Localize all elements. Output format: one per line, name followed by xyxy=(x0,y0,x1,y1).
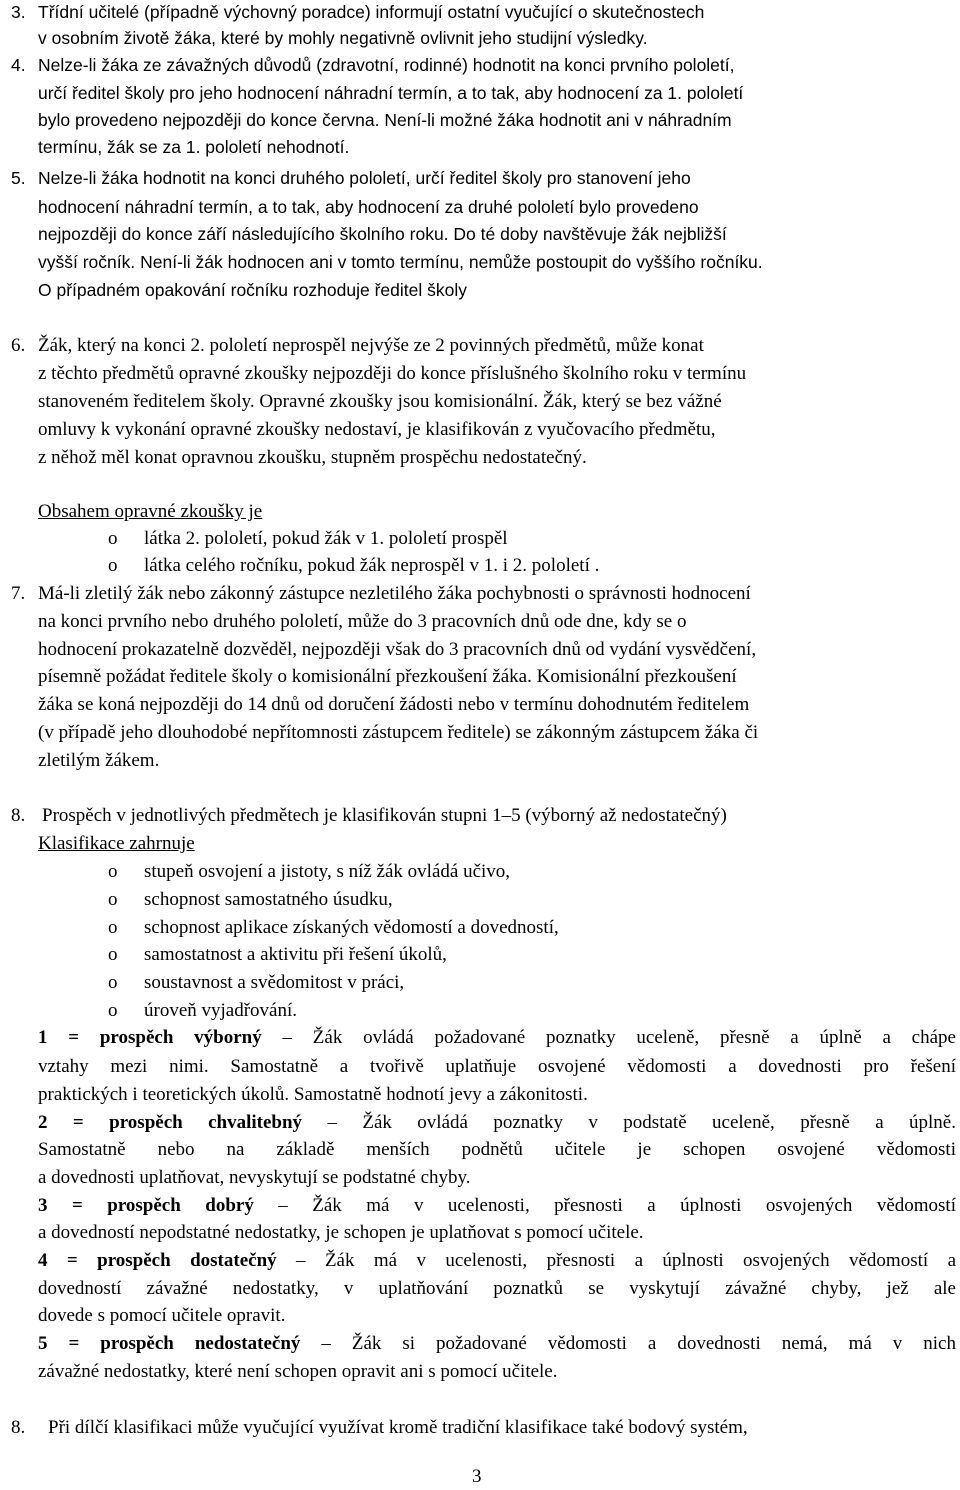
bullet-marker: o xyxy=(108,972,118,993)
text-line: Má-li zletilý žák nebo zákonný zástupce nezletilého žáka pochybnosti o správnosti hodnocení xyxy=(38,583,751,604)
text-line: termínu, žák se za 1. pololetí nehodnotí. xyxy=(38,137,350,157)
text-line: dovedností závažné nedostatky, v uplatňování poznatků se vyskytují závažné chyby, jež ale xyxy=(38,1278,956,1299)
text-line: Nelze-li žáka ze závažných důvodů (zdravotní, rodinné) hodnotit na konci prvního pololetí, xyxy=(38,55,735,75)
grade-text: – Žák má v ucelenosti, přesnosti a úplnosti osvojených vědomostí xyxy=(253,1195,956,1216)
grade-text: – Žák si požadované vědomosti a dovednosti nemá, má v nich xyxy=(300,1333,956,1354)
text-line: nejpozději do konce září následujícího školního roku. Do té doby navštěvuje žák nejbližší xyxy=(38,224,727,244)
text-line: závažné nedostatky, které není schopen opravit ani s pomocí učitele. xyxy=(38,1361,558,1382)
text-line: stanoveném ředitelem školy. Opravné zkoušky jsou komisionální. Žák, který se bez vážné xyxy=(38,391,722,412)
page-number: 3 xyxy=(472,1466,482,1487)
bullet-marker: o xyxy=(108,889,118,910)
bullet-text: schopnost samostatného úsudku, xyxy=(144,889,393,910)
text-line: (v případě jeho dlouhodobé nepřítomnosti zástupcem ředitele) se zákonným zástupcem žáka či xyxy=(38,722,759,743)
text-line: a dovedností nepodstatné nedostatky, je schopen je uplatňovat s pomocí učitele. xyxy=(38,1222,644,1243)
grade-term: 2 = prospěch chvalitebný xyxy=(38,1112,303,1133)
bullet-marker: o xyxy=(108,555,118,576)
text-line: vztahy mezi nimi. Samostatně a tvořivě uplatňuje osvojené vědomosti a dovednosti pro řešení xyxy=(38,1056,956,1077)
text-line: omluvy k vykonání opravné zkoušky nedostaví, je klasifikován z vyučovacího předmětu, xyxy=(38,419,716,440)
text-line: Při dílčí klasifikaci může vyučující využívat kromě tradiční klasifikace také bodový systém, xyxy=(48,1417,748,1438)
text-line: zletilým žákem. xyxy=(38,750,160,771)
bullet-marker: o xyxy=(108,917,118,938)
item-number: 7. xyxy=(11,583,26,604)
item-number: 4. xyxy=(11,55,26,75)
text-line: hodnocení prokazatelně dozvěděl, nejpozději však do 3 pracovních dnů od vydání vysvědčení, xyxy=(38,639,757,660)
bullet-marker: o xyxy=(108,944,118,965)
bullet-text: stupeň osvojení a jistoty, s níž žák ovládá učivo, xyxy=(144,861,511,882)
grade-text: – Žák má v ucelenosti, přesnosti a úplnosti osvojených vědomostí a xyxy=(276,1250,956,1271)
bullet-text: schopnost aplikace získaných vědomostí a dovedností, xyxy=(144,917,559,938)
grade-text: – Žák ovládá poznatky v podstatě uceleně, přesně a úplně. xyxy=(302,1112,956,1133)
grade-2-first-line xyxy=(38,1113,956,1132)
grade-3-first-line xyxy=(38,1196,956,1215)
item-number: 8. xyxy=(11,805,26,826)
text-line: Nelze-li žáka hodnotit na konci druhého pololetí, určí ředitel školy pro stanovení jeho xyxy=(38,168,691,188)
text-line: dovede s pomocí učitele opravit. xyxy=(38,1305,286,1326)
bullet-text: úroveň vyjadřování. xyxy=(144,1000,298,1021)
text-line: bylo provedeno nejpozději do konce června. Není-li možné žáka hodnotit ani v náhradním xyxy=(38,110,732,130)
item-number: 6. xyxy=(11,335,26,356)
grade-term: 4 = prospěch dostatečný xyxy=(38,1250,277,1271)
grade-term: 3 = prospěch dobrý xyxy=(38,1195,254,1216)
text-line: Žák, který na konci 2. pololetí neprospěl nejvýše ze 2 povinných předmětů, může konat xyxy=(38,335,704,356)
text-line: Prospěch v jednotlivých předmětech je klasifikován stupni 1–5 (výborný až nedostatečný) xyxy=(42,805,727,826)
text-line: vyšší ročník. Není-li žák hodnocen ani v tomto termínu, nemůže postoupit do vyššího ročníku. xyxy=(38,252,763,272)
content-heading: Obsahem opravné zkoušky je xyxy=(38,501,263,522)
text-line: Třídní učitelé (případně výchovný poradce) informují ostatní vyučující o skutečnostech xyxy=(38,2,705,22)
bullet-text: látka celého ročníku, pokud žák neprospěl v 1. i 2. pololetí . xyxy=(144,555,600,576)
text-line: O případném opakování ročníku rozhoduje ředitel školy xyxy=(38,280,467,300)
classification-heading: Klasifikace zahrnuje xyxy=(38,833,195,854)
text-line: na konci prvního nebo druhého pololetí, může do 3 pracovních dnů ode dne, kdy se o xyxy=(38,611,687,632)
grade-4-first-line xyxy=(38,1251,956,1270)
bullet-text: samostatnost a aktivitu při řešení úkolů, xyxy=(144,944,447,965)
text-line: hodnocení náhradní termín, a to tak, aby hodnocení za druhé pololetí bylo provedeno xyxy=(38,197,699,217)
bullet-marker: o xyxy=(108,528,118,549)
bullet-marker: o xyxy=(108,861,118,882)
text-line: z těchto předmětů opravné zkoušky nejpozději do konce příslušného školního roku v termínu xyxy=(38,363,747,384)
text-line: z něhož měl konat opravnou zkoušku, stupněm prospěchu nedostatečný. xyxy=(38,447,587,468)
text-line: praktických i teoretických úkolů. Samostatně hodnotí jevy a zákonitosti. xyxy=(38,1084,588,1105)
grade-text: – Žák ovládá požadované poznatky uceleně, přesně a úplně a chápe xyxy=(261,1027,956,1048)
item-number: 8. xyxy=(11,1417,26,1438)
bullet-text: látka 2. pololetí, pokud žák v 1. pololetí prospěl xyxy=(144,528,508,549)
text-line: písemně požádat ředitele školy o komisionální přezkoušení žáka. Komisionální přezkoušení xyxy=(38,666,737,687)
item-number: 5. xyxy=(11,168,26,188)
item-number: 3. xyxy=(11,2,26,22)
text-line: a dovednosti uplatňovat, nevyskytují se podstatné chyby. xyxy=(38,1167,471,1188)
grade-term: 1 = prospěch výborný xyxy=(38,1027,262,1048)
text-line: žáka se koná nejpozději do 14 dnů od doručení žádosti nebo v termínu dohodnutém ředitelem xyxy=(38,694,750,715)
text-line: v osobním životě žáka, které by mohly negativně ovlivnit jeho studijní výsledky. xyxy=(38,28,648,48)
text-line: Samostatně nebo na základě menších podnětů učitele je schopen osvojené vědomosti xyxy=(38,1139,956,1160)
text-line: určí ředitel školy pro jeho hodnocení náhradní termín, a to tak, aby hodnocení za 1. pololetí xyxy=(38,83,744,103)
bullet-marker: o xyxy=(108,1000,118,1021)
bullet-text: soustavnost a svědomitost v práci, xyxy=(144,972,405,993)
grade-5-first-line xyxy=(38,1334,956,1353)
grade-1-first-line xyxy=(38,1028,956,1047)
grade-term: 5 = prospěch nedostatečný xyxy=(38,1333,301,1354)
